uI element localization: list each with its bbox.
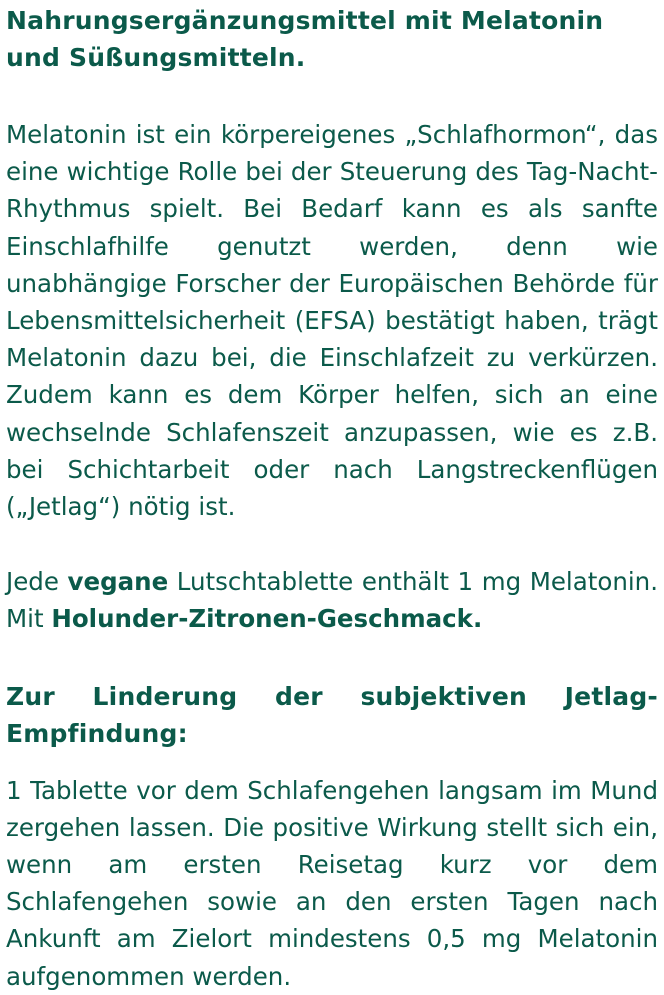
usage-paragraph: 1 Tablette vor dem Schlafengehen langsam im Mund zergehen lassen. Die positive Wirkung stellt sich ein, wenn am ersten Reisetag kurz vor dem Schlafengehen sowie an den ersten Tagen nach Ankunft am Zielort mindestens 0,5 mg Melatonin aufgenommen werden.	[6, 775, 658, 991]
product-title: Nahrungsergänzungsmittel mit Melatonin und Süßungsmitteln.	[6, 6, 604, 72]
tablet-info-paragraph	[6, 563, 658, 637]
spacer	[6, 752, 658, 772]
flavor-highlight: Holunder-Zitronen-Geschmack.	[51, 604, 483, 634]
product-description	[6, 0, 658, 995]
tablet-info-text-2: Lutschtablette enthält 1 mg Melatonin. Mit	[6, 567, 658, 634]
tablet-info-text-1: Jede	[6, 567, 68, 597]
spacer	[6, 76, 658, 116]
spacer	[6, 638, 658, 676]
vegan-highlight: vegane	[67, 567, 169, 597]
intro-paragraph: Melatonin ist ein körpereigenes „Schlafhormon“, das eine wichtige Rolle bei der Steuerung des Tag-Nacht-Rhythmus spielt. Bei Bedarf kann es als sanfte Einschlafhilfe genutzt werden, denn wie unabhängige Forscher der Europäischen Behörde für Lebensmittelsicherheit (EFSA) bestätigt haben, trägt Melatonin dazu bei, die Einschlafzeit zu verkürzen. Zudem kann es dem Körper helfen, sich an eine wechselnde Schlafenszeit anzupassen, wie es z.B. bei Schichtarbeit oder nach Langstreckenflügen („Jetlag“) nötig ist.	[6, 120, 658, 522]
jetlag-heading: Zur Linderung der subjektiven Jetlag-Empfindung:	[6, 681, 658, 748]
spacer	[6, 525, 658, 563]
